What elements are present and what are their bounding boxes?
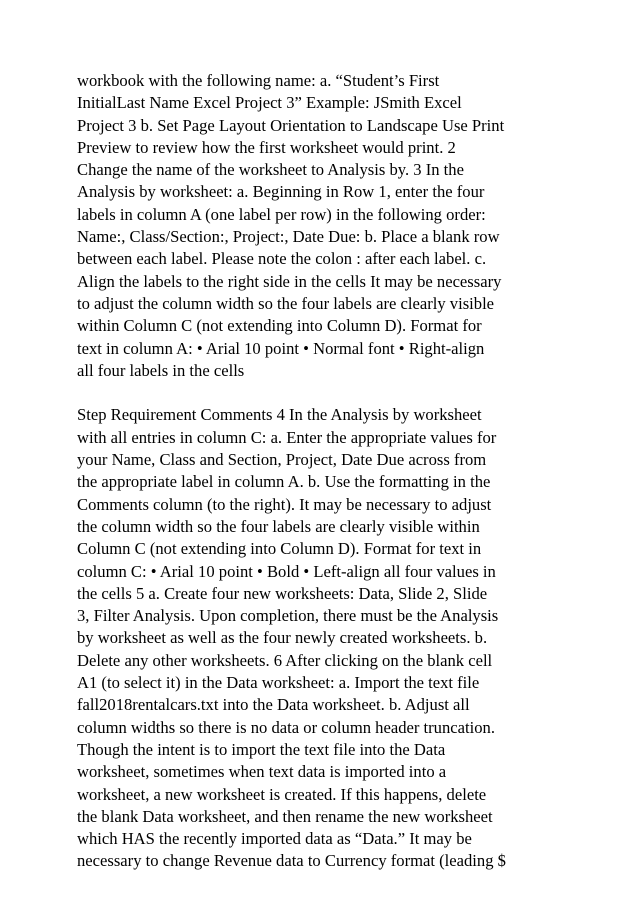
text-line: worksheet, a new worksheet is created. If this happens, delete — [77, 784, 487, 804]
text-line: to adjust the column width so the four labels are clearly visible — [77, 293, 495, 313]
text-line: 3, Filter Analysis. Upon completion, there must be the Analysis — [77, 606, 499, 626]
text-line: necessary to change Revenue data to Currency format (leading $ — [77, 851, 506, 871]
text-line: within Column C (not extending into Column D). Format for — [77, 316, 482, 336]
text-line: workbook with the following name: a. “Student’s First — [77, 71, 440, 90]
text-line: which HAS the recently imported data as “Data.” It may be — [77, 829, 472, 849]
text-line: Change the name of the worksheet to Analysis by. 3 In the — [77, 160, 464, 180]
text-line: Though the intent is to import the text file into the Data — [77, 739, 446, 759]
text-line: the blank Data worksheet, and then rename the new worksheet — [77, 806, 493, 826]
text-line: the appropriate label in column A. b. Use the formatting in the — [77, 472, 491, 492]
text-line: worksheet, sometimes when text data is imported into a — [77, 762, 447, 782]
text-line: Delete any other worksheets. 6 After clicking on the blank cell — [77, 650, 493, 670]
text-line: all four labels in the cells — [77, 360, 245, 380]
text-line: with all entries in column C: a. Enter the appropriate values for — [77, 427, 497, 447]
text-line: text in column A: • Arial 10 point • Normal font • Right-align — [77, 338, 485, 358]
text-line: Column C (not extending into Column D). Format for text in — [77, 539, 482, 559]
text-line: fall2018rentalcars.txt into the Data worksheet. b. Adjust all — [77, 695, 470, 715]
text-line: Align the labels to the right side in the cells It may be necessary — [77, 271, 502, 291]
text-line: Project 3 b. Set Page Layout Orientation to Landscape Use Print — [77, 115, 505, 135]
text-line: labels in column A (one label per row) in the following order: — [77, 204, 486, 224]
text-line: the column width so the four labels are clearly visible within — [77, 516, 480, 536]
paragraph-1 — [77, 70, 577, 382]
text-line: Comments column (to the right). It may be necessary to adjust — [77, 494, 492, 514]
text-line: A1 (to select it) in the Data worksheet: a. Import the text file — [77, 673, 480, 693]
text-line: Analysis by worksheet: a. Beginning in Row 1, enter the four — [77, 182, 485, 202]
text-line: by worksheet as well as the four newly created worksheets. b. — [77, 628, 488, 648]
text-line: column widths so there is no data or column header truncation. — [77, 717, 495, 737]
text-line: the cells 5 a. Create four new worksheets: Data, Slide 2, Slide — [77, 583, 488, 603]
document-body — [77, 70, 577, 873]
text-line: Name:, Class/Section:, Project:, Date Due: b. Place a blank row — [77, 227, 500, 247]
paragraph-spacer — [77, 382, 577, 404]
text-line: between each label. Please note the colon : after each label. c. — [77, 249, 487, 269]
text-line: InitialLast Name Excel Project 3” Example: JSmith Excel — [77, 93, 462, 113]
text-line: column C: • Arial 10 point • Bold • Left-align all four values in — [77, 561, 496, 581]
paragraph-2 — [77, 404, 577, 872]
text-line: Preview to review how the first worksheet would print. 2 — [77, 137, 456, 157]
text-line: your Name, Class and Section, Project, Date Due across from — [77, 450, 487, 470]
text-line: Step Requirement Comments 4 In the Analysis by worksheet — [77, 405, 482, 425]
